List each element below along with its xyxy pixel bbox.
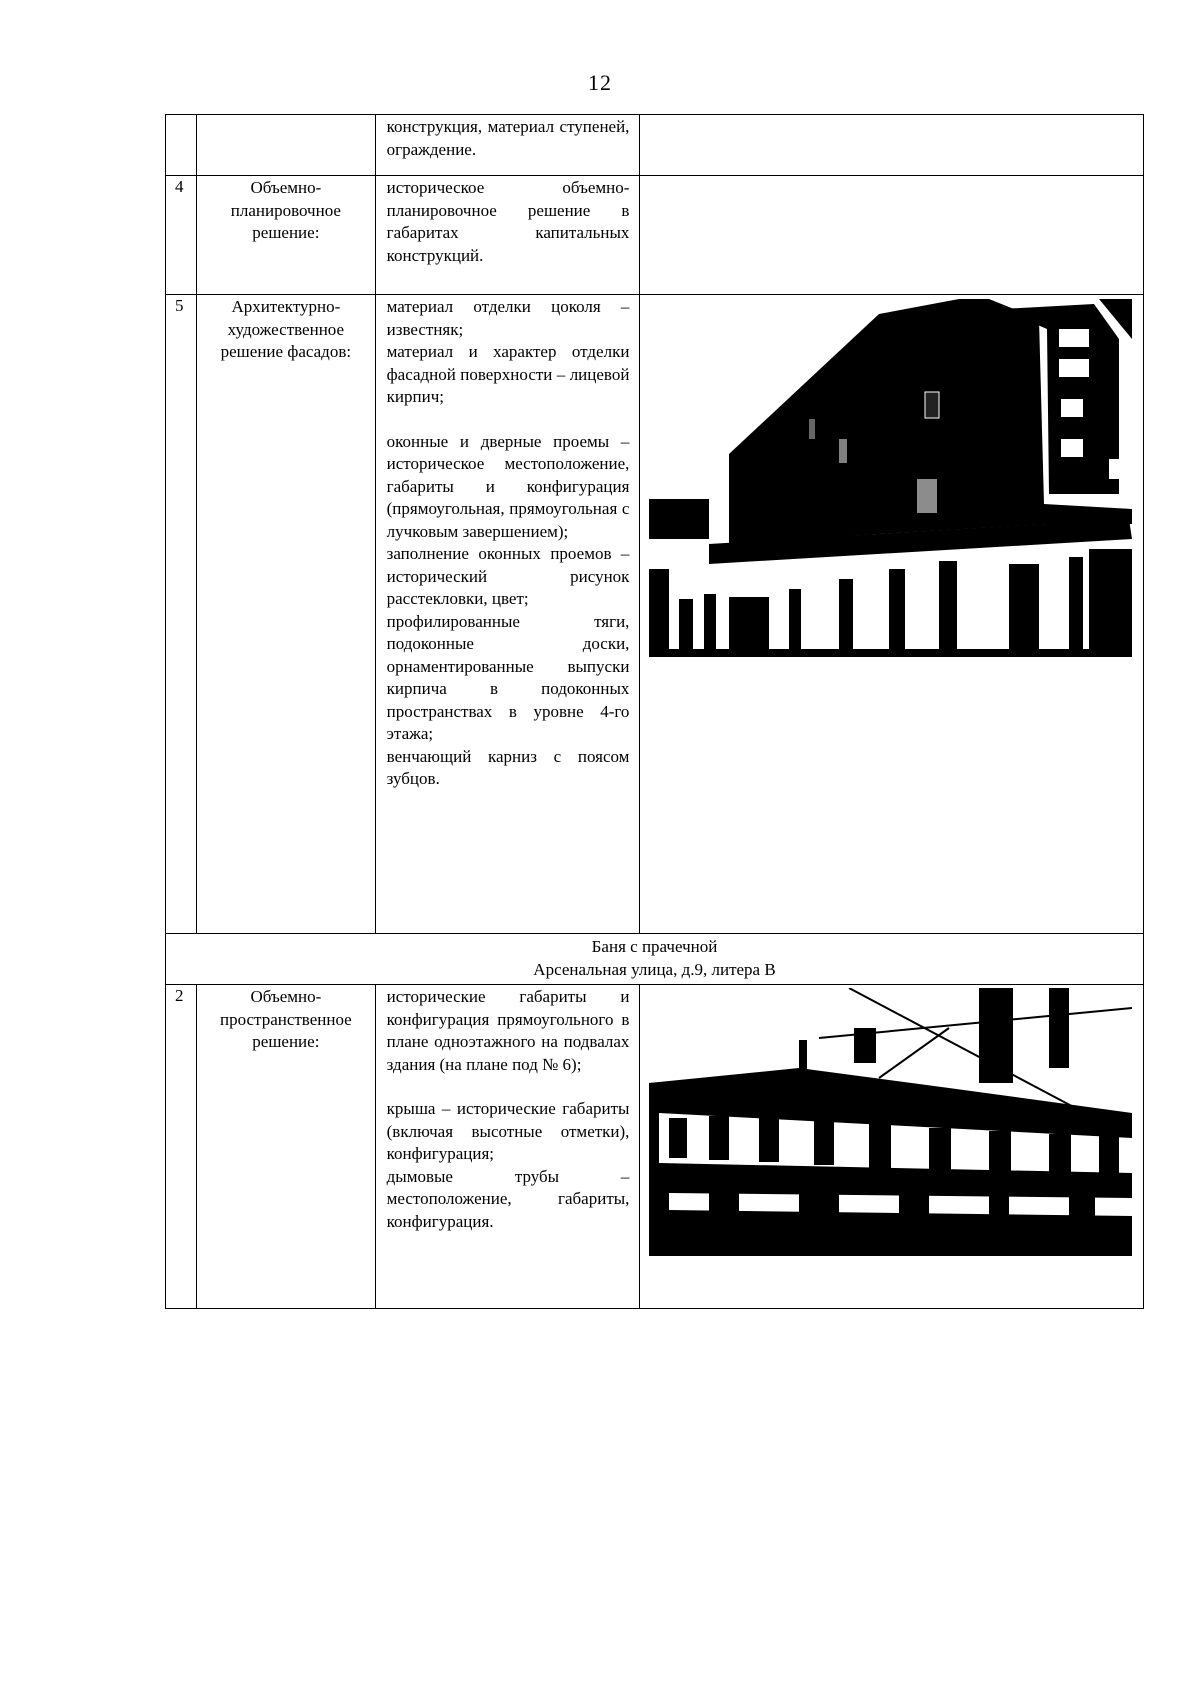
- row-number: 5: [166, 295, 197, 934]
- table-row: [166, 176, 1144, 295]
- section-title: Баня с прачечной: [591, 937, 718, 956]
- page-number: 12: [588, 70, 612, 95]
- image-cell: [640, 295, 1144, 934]
- description-item: венчающий карниз с поясом зубцов.: [386, 746, 630, 788]
- row-description: [375, 176, 640, 295]
- table-row: [166, 295, 1144, 934]
- description-item: историческое объемно-планировочное решение в габаритах капитальных конструкций.: [386, 178, 630, 265]
- description-item: конструкция, материал ступеней, ограждение.: [386, 117, 630, 159]
- building-facade-photo: [649, 299, 1132, 657]
- row-description: [375, 985, 640, 1309]
- row-title: [197, 115, 376, 176]
- description-item: профилированные тяги, подоконные доски, орнаментированные выпуски кирпича в подоконных пространствах в уровне 4-го этажа;: [386, 611, 630, 743]
- table-row: [166, 115, 1144, 176]
- description-item: оконные и дверные проемы – историческое местоположение, габариты и конфигурация (прямоугольная, прямоугольная с лучковым завершением);: [386, 431, 630, 541]
- description-item: крыша – исторические габариты (включая высотные отметки), конфигурация;: [386, 1099, 630, 1163]
- row-number: 4: [166, 176, 197, 295]
- row-description: [375, 295, 640, 934]
- row-title: Архитектурно-художественное решение фасадов:: [197, 295, 376, 934]
- row-title: Объемно-планировочное решение:: [197, 176, 376, 295]
- section-header: [166, 934, 1144, 985]
- image-cell: [640, 176, 1144, 295]
- row-title: Объемно-пространственное решение:: [197, 985, 376, 1309]
- row-number: 2: [166, 985, 197, 1309]
- section-header-row: [166, 934, 1144, 985]
- image-cell: [640, 985, 1144, 1309]
- heritage-table: [165, 114, 1144, 1309]
- description-item: материал отделки цоколя – известняк;: [386, 297, 630, 339]
- row-description: [375, 115, 640, 176]
- table-row: [166, 985, 1144, 1309]
- image-cell: [640, 115, 1144, 176]
- description-item: материал и характер отделки фасадной поверхности – лицевой кирпич;: [386, 342, 630, 406]
- description-item: заполнение оконных проемов – исторический рисунок расстекловки, цвет;: [386, 544, 630, 608]
- description-item: дымовые трубы – местоположение, габариты, конфигурация.: [386, 1166, 630, 1231]
- section-address: Арсенальная улица, д.9, литера В: [533, 959, 776, 979]
- row-number: [166, 115, 197, 176]
- bathhouse-photo: [649, 988, 1132, 1256]
- description-item: исторические габариты и конфигурация прямоугольного в плане одноэтажного на подвалах здания (на плане под № 6);: [386, 987, 630, 1074]
